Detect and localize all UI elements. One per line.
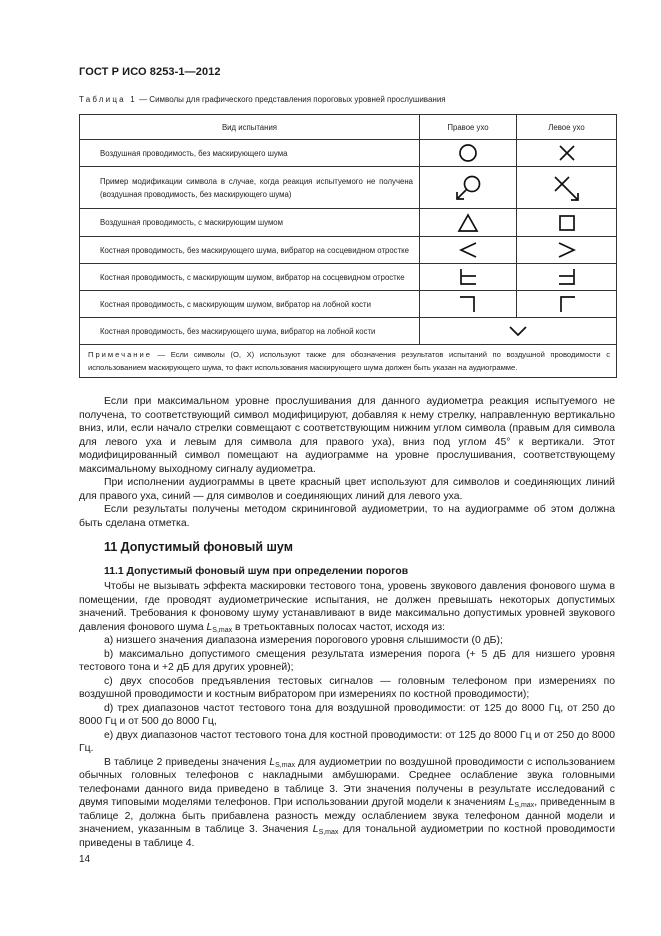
text-block-symbols — [79, 395, 615, 530]
table-row — [80, 209, 617, 237]
document-header: ГОСТ Р ИСО 8253-1—2012 — [79, 66, 221, 78]
v-icon — [506, 324, 530, 338]
table-note-row — [80, 345, 617, 378]
table-label: Таблица 1 — [79, 95, 137, 104]
cross-icon — [556, 142, 578, 164]
header-right-ear: Правое ухо — [420, 115, 517, 140]
paragraph: Если при максимальном уровне прослушивания для данного аудиометра реакция испытуемого не получена, то соответствующий символ модифицируют, добавляя к нему стрелку, направленную вертикально вниз, или, если начало стрелки совмещают с соответствующим нижним углом символа (правым для символа для левого уха и левым для символа для правого уха), вниз под углом 45° к вертикали. Этот модифицированный символ помещают на аудиограмме на уровне прослушивания, соответствующему максимальному выходному сигналу аудиометра. — [79, 396, 615, 475]
table-row — [80, 237, 617, 264]
corner-right-icon — [457, 293, 479, 315]
less-than-icon — [457, 240, 479, 260]
paragraph: Чтобы не вызывать эффекта маскировки тестового тона, уровень звукового давления фонового шума в помещении, где проводят аудиометрические испытания, не должен превышать некоторых допустимых значений. Требования к фоновому шуму устанавливают в виде максимально допустимых уровней звукового давления фонового шума $L_{S,max}$ в третьоктавных полосах частот, исходя из: — [79, 581, 615, 634]
row-description: Пример модификации символа в случае, когда реакция испытуемого не получена (воздушная проводимость, без маскирующего шума) — [80, 167, 420, 209]
table-header-row — [80, 115, 617, 140]
note-text: — Если символы (О, X) используют также для обозначения результатов испытаний по воздушной проводимости с использованием маскирующего шума, то факт использования маскирующего шума должен быть указан на аудиограмме. — [88, 350, 610, 372]
circle-arrow-icon — [451, 171, 485, 205]
list-item: b) максимально допустимого смещения результата измерения порога (+ 5 дБ для низшего уровня тестового тона и +2 дБ для других уровней); — [79, 648, 615, 673]
symbols-table — [79, 114, 617, 378]
table-row — [80, 318, 617, 345]
list-item: d) трех диапазонов частот тестового тона для воздушной проводимости: от 125 до 8000 Гц, от 250 до 8000 Гц и от 500 до 8000 Гц, — [79, 702, 615, 727]
subsection-title: 11.1 Допустимый фоновый шум при определении порогов — [104, 566, 409, 577]
table-row — [80, 140, 617, 167]
cross-arrow-icon — [550, 171, 584, 205]
table-title: — Символы для графического представления пороговых уровней прослушивания — [136, 95, 446, 104]
corner-left-icon — [556, 293, 578, 315]
row-description: Костная проводимость, с маскирующим шумом, вибратор на лобной кости — [80, 291, 420, 318]
list-item: а) низшего значения диапазона измерения порогового уровня слышимости (0 дБ); — [104, 635, 503, 646]
paragraph: При исполнении аудиограммы в цвете красный цвет используют для символов и соединяющих линий для правого уха, синий — для символов и соединяющих линий для левого уха. — [79, 477, 615, 502]
circle-icon — [457, 142, 479, 164]
row-description: Костная проводимость, без маскирующего шума, вибратор на сосцевидном отростке — [80, 237, 420, 264]
triangle-icon — [456, 212, 480, 234]
row-description: Костная проводимость, с маскирующим шумом, вибратор на сосцевидном отростке — [80, 264, 420, 291]
table-row — [80, 291, 617, 318]
list-item: е) двух диапазонов частот тестового тона для костной проводимости: от 125 до 8000 Гц и от 250 до 8000 Гц. — [79, 729, 615, 754]
row-description: Воздушная проводимость, с маскирующим шумом — [80, 209, 420, 237]
table-caption — [79, 95, 446, 104]
square-icon — [556, 212, 578, 234]
open-left-bracket-icon — [556, 267, 578, 287]
table-note — [80, 345, 617, 378]
greater-than-icon — [556, 240, 578, 260]
table-row — [80, 167, 617, 209]
paragraph: Если результаты получены методом скрининговой аудиометрии, то на аудиограмме об этом должна быть сделана отметка. — [79, 504, 615, 529]
row-description: Костная проводимость, без маскирующего шума, вибратор на лобной кости — [80, 318, 420, 345]
list-item: с) двух способов предъявления тестовых сигналов — головным телефоном при измерениях по воздушной проводимости и костным вибратором при измерениях по костной проводимости); — [79, 675, 615, 700]
paragraph: В таблице 2 приведены значения $L_{S,max}$ для аудиометрии по воздушной проводимости с использованием обычных головных телефонов с накладными амбушюрами. Среднее ослабление звука головными телефонами данного вида приведено в таблице 3. Эти значения получены в результате исследований с двумя типовыми моделями телефонов. При использовании другой модели к значениям $L_{S,max}$, приведенным в таблице 2, должна быть прибавлена разность между ослаблением звука телефоном данной модели и значением, указанным в таблице 3. Значения $L_{S,max}$ для тональной аудиометрии по костной проводимости приведены в таблице 4. — [79, 756, 615, 849]
page-number: 14 — [79, 854, 91, 865]
header-left-ear: Левое ухо — [517, 115, 617, 140]
table-row — [80, 264, 617, 291]
row-description: Воздушная проводимость, без маскирующего шума — [80, 140, 420, 167]
open-right-bracket-icon — [457, 267, 479, 287]
text-block-noise — [79, 580, 615, 850]
header-test-type: Вид испытания — [80, 115, 420, 140]
section-title: 11 Допустимый фоновый шум — [104, 540, 293, 554]
note-label: Примечание — [88, 350, 152, 359]
